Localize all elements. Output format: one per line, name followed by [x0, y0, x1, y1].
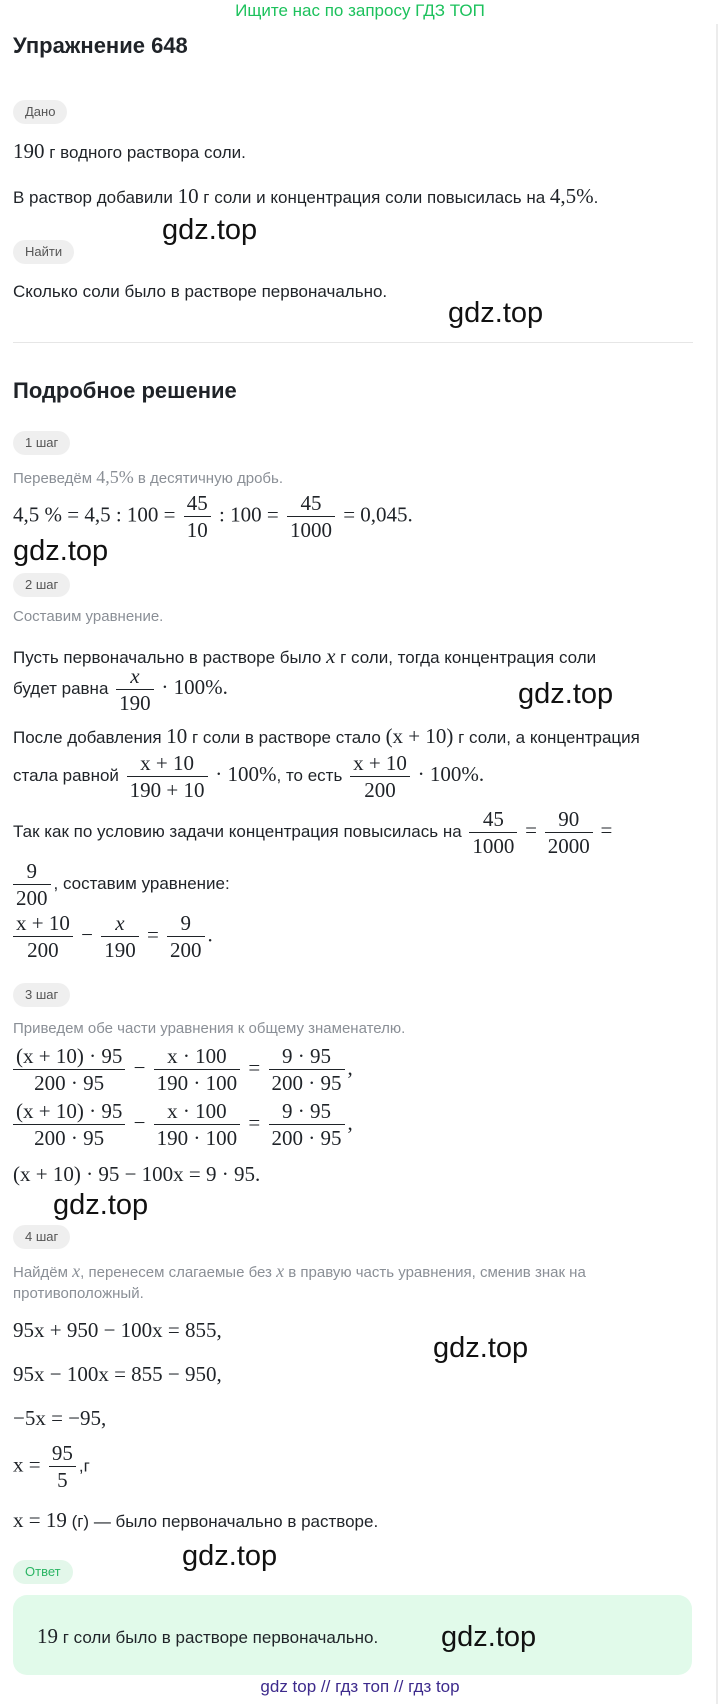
step-4-line-2: 95x − 100x = 855 − 950, — [13, 1362, 222, 1386]
step-4-line-3: −5x = −95, — [13, 1406, 107, 1430]
page-title: Упражнение 648 — [13, 33, 188, 58]
fraction: $\frac{9 \cdot 95}{200 \cdot 95}$ — [269, 1043, 345, 1096]
watermark: gdz.top — [441, 1621, 537, 1653]
fraction: $\frac{45}{1000}$ — [287, 490, 335, 543]
answer-text: 19 г соли было в растворе первоначально. — [37, 1624, 379, 1648]
step-2-para-3-line-2: $\frac{9}{200}$ , составим уравнение: — [13, 858, 230, 911]
fraction: $\frac{45}{1000}$ — [469, 806, 517, 859]
fraction: $\frac{x}{190}$ — [116, 663, 154, 716]
watermark: gdz.top — [518, 678, 614, 710]
step-2-para-2-line-1: После добавления 10 г соли в растворе стало (x + 10) г соли, а концентрация — [13, 724, 640, 748]
fraction: $\frac{x}{190}$ — [101, 910, 139, 963]
step-2-para-2-line-2: стала равной $\frac{x + 10}{190 + 10}$ · 100%, то есть $\frac{x + 10}{200}$ · 100%. — [13, 751, 485, 802]
fraction: $\frac{x \cdot 100}{190 \cdot 100}$ — [154, 1043, 241, 1096]
watermark: gdz.top — [182, 1540, 278, 1572]
step-1-label: 1 шаг — [13, 431, 70, 455]
step-4-line-4: x = $\frac{95}{5}$ ,г — [13, 1441, 90, 1492]
fraction: $\frac{95}{5}$ — [49, 1440, 76, 1493]
watermark: gdz.top — [448, 297, 544, 329]
step-3-label: 3 шаг — [13, 983, 70, 1007]
watermark: gdz.top — [13, 535, 109, 567]
step-2-equation: $\frac{x + 10}{200}$ − $\frac{x}{190}$ = $\frac{9}{200}$ . — [13, 910, 213, 963]
fraction: $\frac{45}{10}$ — [184, 490, 211, 543]
step-2-para-1-line-2: будет равна $\frac{x}{190}$ · 100%. — [13, 664, 228, 715]
fraction: $\frac{x \cdot 100}{190 \cdot 100}$ — [154, 1098, 241, 1151]
fraction: $\frac{x + 10}{200}$ — [350, 750, 410, 803]
step-4-line-1: 95x + 950 − 100x = 855, — [13, 1318, 222, 1342]
given-label: Дано — [13, 100, 67, 124]
step-4-hint-line-1: Найдём x, перенесем слагаемые без x в правую часть уравнения, сменив знак на — [13, 1261, 586, 1281]
right-border — [716, 24, 718, 1704]
solution-title: Подробное решение — [13, 378, 237, 403]
find-label: Найти — [13, 240, 74, 264]
given-line-1: 190 г водного раствора соли. — [13, 139, 246, 163]
section-divider — [13, 342, 693, 343]
step-1-equation: 4,5 % = 4,5 : 100 = $\frac{45}{10}$ : 100 = $\frac{45}{1000}$ = 0,045. — [13, 491, 413, 542]
step-4-line-5: x = 19 (г) — было первоначально в растворе. — [13, 1508, 379, 1532]
step-2-hint: Составим уравнение. — [13, 608, 164, 625]
fraction: $\frac{x + 10}{200}$ — [13, 910, 73, 963]
step-1-hint: Переведём 4,5% в десятичную дробь. — [13, 467, 283, 487]
given-line-2: В раствор добавили 10 г соли и концентрация соли повысилась на 4,5%. — [13, 184, 599, 208]
step-2-label: 2 шаг — [13, 573, 70, 597]
fraction: $\frac{(x + 10) \cdot 95}{200 \cdot 95}$ — [13, 1098, 125, 1151]
find-text: Сколько соли было в растворе первоначально. — [13, 282, 388, 301]
step-3-equation-1: $\frac{(x + 10) \cdot 95}{200 \cdot 95}$ − $\frac{x \cdot 100}{190 \cdot 100}$ = $\frac{9 \cdot 95}{200 \cdot 95}$ , — [13, 1043, 353, 1096]
fraction: $\frac{90}{2000}$ — [545, 806, 593, 859]
fraction: $\frac{(x + 10) \cdot 95}{200 \cdot 95}$ — [13, 1043, 125, 1096]
step-2-para-1-line-1: Пусть первоначально в растворе было x г соли, тогда концентрация соли — [13, 644, 597, 668]
fraction: $\frac{9 \cdot 95}{200 \cdot 95}$ — [269, 1098, 345, 1151]
fraction: $\frac{9}{200}$ — [167, 910, 205, 963]
footer-links[interactable]: gdz top // гдз топ // гдз top — [260, 1677, 460, 1696]
step-2-para-3-line-1: Так как по условию задачи концентрация повысилась на $\frac{45}{1000}$ = $\frac{90}{2000}$ = — [13, 807, 613, 858]
step-4-label: 4 шаг — [13, 1225, 70, 1249]
watermark: gdz.top — [433, 1332, 529, 1364]
answer-label: Ответ — [13, 1560, 73, 1584]
top-banner[interactable]: Ищите нас по запросу ГДЗ ТОП — [235, 1, 485, 20]
step-4-hint-line-2: противоположный. — [13, 1285, 144, 1302]
fraction: $\frac{9}{200}$ — [13, 858, 51, 911]
step-3-result: (x + 10) · 95 − 100x = 9 · 95. — [13, 1162, 261, 1186]
watermark: gdz.top — [162, 214, 258, 246]
watermark: gdz.top — [53, 1189, 149, 1221]
step-3-equation-2: $\frac{(x + 10) \cdot 95}{200 \cdot 95}$ − $\frac{x \cdot 100}{190 \cdot 100}$ = $\frac{9 \cdot 95}{200 \cdot 95}$ , — [13, 1098, 353, 1151]
fraction: $\frac{x + 10}{190 + 10}$ — [127, 750, 208, 803]
given-mass: 190 — [13, 139, 45, 163]
step-3-hint: Приведем обе части уравнения к общему знаменателю. — [13, 1020, 406, 1037]
